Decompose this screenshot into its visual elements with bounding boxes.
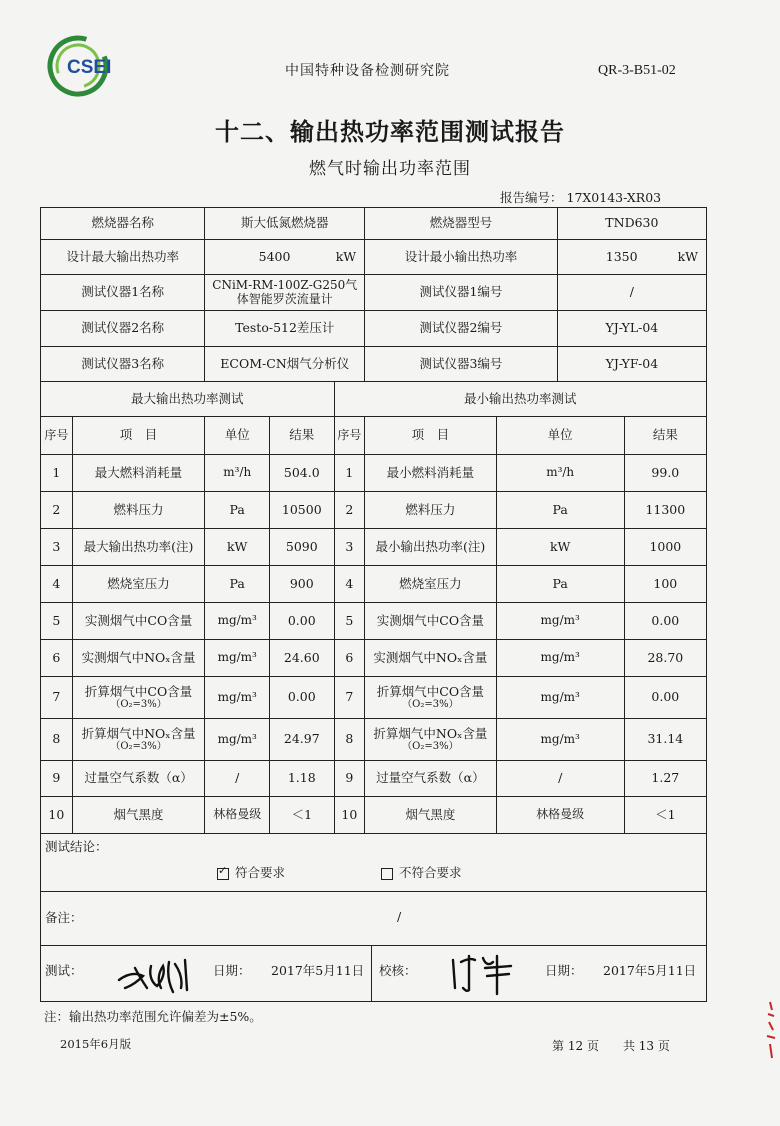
min-power-unit: kW bbox=[677, 248, 698, 264]
min-item bbox=[365, 640, 497, 677]
inst3-no-value: YJ-YF-04 bbox=[557, 347, 706, 382]
burner-model-value: TND630 bbox=[557, 208, 706, 240]
min-unit: Pa bbox=[496, 566, 624, 603]
max-unit-header: 单位 bbox=[205, 417, 270, 455]
min-item-subtext: （O₂=3%） bbox=[402, 740, 459, 752]
min-unit: mg/m³ bbox=[496, 677, 624, 719]
max-result: 0.00 bbox=[270, 603, 335, 640]
inst1-value: CNiM-RM-100Z-G250气体智能罗茨流量计 bbox=[205, 275, 365, 311]
min-item-text: 实测烟气中CO含量 bbox=[376, 612, 485, 628]
max-item bbox=[72, 566, 205, 603]
max-row-number: 7 bbox=[41, 677, 73, 719]
min-section-title: 最小输出热功率测试 bbox=[334, 382, 706, 417]
min-result: 99.0 bbox=[624, 455, 706, 492]
max-row-number: 8 bbox=[41, 719, 73, 761]
min-item-text: 折算烟气中CO含量 bbox=[376, 683, 485, 699]
min-row-number: 1 bbox=[334, 455, 365, 492]
report-number bbox=[500, 188, 661, 206]
max-result-header: 结果 bbox=[270, 417, 335, 455]
burner-name-value: 斯大低氮燃烧器 bbox=[205, 208, 365, 240]
report-subtitle: 燃气时输出功率范围 bbox=[309, 159, 471, 179]
max-item-text: 最大燃料消耗量 bbox=[94, 464, 183, 480]
max-item bbox=[72, 640, 205, 677]
min-item-text: 燃料压力 bbox=[405, 501, 456, 517]
max-item-text: 最大输出热功率(注) bbox=[83, 538, 194, 554]
column-header-row bbox=[41, 417, 707, 455]
max-item-text: 燃烧室压力 bbox=[107, 575, 170, 591]
min-power-cell bbox=[557, 240, 706, 275]
page-prefix: 第 bbox=[552, 1039, 565, 1053]
max-power-cell bbox=[205, 240, 365, 275]
burner-model-label: 燃烧器型号 bbox=[365, 208, 558, 240]
remarks-label: 备注： bbox=[45, 910, 83, 926]
min-unit-header: 单位 bbox=[496, 417, 624, 455]
remarks-cell bbox=[41, 892, 707, 946]
min-unit: kW bbox=[496, 529, 624, 566]
footnote: 注：输出热功率范围允许偏差为±5%。 bbox=[44, 1009, 262, 1024]
check-date-label: 日期： bbox=[545, 963, 583, 978]
min-item-text: 实测烟气中NOₓ含量 bbox=[373, 649, 488, 665]
inst2-label: 测试仪器2名称 bbox=[41, 311, 205, 347]
min-unit: mg/m³ bbox=[496, 719, 624, 761]
max-result: 24.60 bbox=[270, 640, 335, 677]
conclusion-pass bbox=[217, 866, 285, 880]
max-result: 504.0 bbox=[270, 455, 335, 492]
check-label: 校核： bbox=[379, 963, 417, 978]
inst2-value: Testo-512差压计 bbox=[205, 311, 365, 347]
max-result: 1.18 bbox=[270, 761, 335, 797]
inst3-label: 测试仪器3名称 bbox=[41, 347, 205, 382]
max-item-text: 燃料压力 bbox=[113, 501, 164, 517]
min-item-subtext: （O₂=3%） bbox=[402, 698, 459, 710]
inst3-no-label: 测试仪器3编号 bbox=[365, 347, 558, 382]
conclusion-row bbox=[41, 834, 707, 892]
table-row bbox=[41, 492, 707, 529]
min-unit: 林格曼级 bbox=[496, 797, 624, 834]
max-row-number: 9 bbox=[41, 761, 73, 797]
min-unit: m³/h bbox=[496, 455, 624, 492]
min-seq-header: 序号 bbox=[334, 417, 365, 455]
fail-label: 不符合要求 bbox=[399, 865, 462, 880]
min-unit: Pa bbox=[496, 492, 624, 529]
test-date-value: 2017年5月11日 bbox=[271, 963, 365, 978]
min-item bbox=[365, 492, 497, 529]
max-unit: 林格曼级 bbox=[205, 797, 270, 834]
max-power-unit: kW bbox=[335, 248, 357, 264]
min-item-header: 项 目 bbox=[365, 417, 497, 455]
table-row bbox=[41, 677, 707, 719]
table-row bbox=[41, 719, 707, 761]
max-item-text: 折算烟气中NOₓ含量 bbox=[81, 725, 196, 741]
min-power-label: 设计最小输出热功率 bbox=[365, 240, 558, 275]
inst1-label: 测试仪器1名称 bbox=[41, 275, 205, 311]
info-row-inst2 bbox=[41, 311, 707, 347]
max-item-subtext: （O₂=3%） bbox=[110, 698, 167, 710]
max-row-number: 1 bbox=[41, 455, 73, 492]
table-row bbox=[41, 797, 707, 834]
signoff-cell bbox=[41, 946, 707, 1002]
max-power-label: 设计最大输出热功率 bbox=[41, 240, 205, 275]
min-item-text: 烟气黑度 bbox=[405, 806, 456, 822]
min-item bbox=[365, 719, 497, 761]
max-row-number: 10 bbox=[41, 797, 73, 834]
max-item bbox=[72, 603, 205, 640]
min-item bbox=[365, 529, 497, 566]
page-number: 12 bbox=[567, 1039, 584, 1053]
edition: 2015年6月版 bbox=[60, 1037, 132, 1051]
info-row-inst1 bbox=[41, 275, 707, 311]
page-info bbox=[552, 1037, 670, 1054]
min-row-number: 6 bbox=[334, 640, 365, 677]
data-rows bbox=[41, 455, 707, 834]
min-row-number: 7 bbox=[334, 677, 365, 719]
report-table bbox=[40, 207, 707, 1002]
test-signature-icon bbox=[113, 952, 203, 996]
max-row-number: 5 bbox=[41, 603, 73, 640]
min-result: 1000 bbox=[624, 529, 706, 566]
csei-logo bbox=[47, 35, 125, 97]
max-item bbox=[72, 529, 205, 566]
check-date-value: 2017年5月11日 bbox=[603, 963, 697, 978]
document-code: QR-3-B51-02 bbox=[598, 63, 676, 78]
min-row-number: 2 bbox=[334, 492, 365, 529]
max-item-text: 折算烟气中CO含量 bbox=[84, 683, 193, 699]
page-total: 13 bbox=[638, 1039, 655, 1053]
max-unit: Pa bbox=[205, 492, 270, 529]
max-unit: mg/m³ bbox=[205, 603, 270, 640]
max-item bbox=[72, 797, 205, 834]
max-unit: m³/h bbox=[205, 455, 270, 492]
max-item bbox=[72, 719, 205, 761]
page-suffix: 页 bbox=[657, 1039, 670, 1053]
min-result-header: 结果 bbox=[624, 417, 706, 455]
max-item-text: 实测烟气中NOₓ含量 bbox=[81, 649, 196, 665]
min-unit: / bbox=[496, 761, 624, 797]
min-item-text: 折算烟气中NOₓ含量 bbox=[373, 725, 488, 741]
fail-checkbox-icon bbox=[381, 868, 393, 880]
organization-name: 中国特种设备检测研究院 bbox=[285, 63, 450, 79]
test-label: 测试： bbox=[45, 963, 83, 978]
section-title-row bbox=[41, 382, 707, 417]
report-number-label: 报告编号： bbox=[500, 190, 563, 205]
red-stamp-edge-icon bbox=[764, 1000, 778, 1060]
min-row-number: 5 bbox=[334, 603, 365, 640]
max-result: 10500 bbox=[270, 492, 335, 529]
pass-label: 符合要求 bbox=[235, 865, 286, 880]
min-row-number: 10 bbox=[334, 797, 365, 834]
max-section-title: 最大输出热功率测试 bbox=[41, 382, 335, 417]
max-row-number: 4 bbox=[41, 566, 73, 603]
min-result: 0.00 bbox=[624, 677, 706, 719]
conclusion-cell bbox=[41, 834, 707, 892]
min-item bbox=[365, 797, 497, 834]
report-title: 十二、输出热功率范围测试报告 bbox=[215, 117, 565, 146]
inst2-no-label: 测试仪器2编号 bbox=[365, 311, 558, 347]
remarks-value: / bbox=[397, 909, 402, 924]
min-item-text: 过量空气系数（α） bbox=[376, 770, 485, 786]
table-row bbox=[41, 455, 707, 492]
min-result: 1.27 bbox=[624, 761, 706, 797]
pass-checkbox-icon bbox=[217, 868, 229, 880]
min-item-text: 最小输出热功率(注) bbox=[375, 538, 486, 554]
max-row-number: 6 bbox=[41, 640, 73, 677]
max-item-header: 项 目 bbox=[72, 417, 205, 455]
min-item bbox=[365, 677, 497, 719]
max-unit: kW bbox=[205, 529, 270, 566]
max-item bbox=[72, 455, 205, 492]
inst1-no-label: 测试仪器1编号 bbox=[365, 275, 558, 311]
min-row-number: 9 bbox=[334, 761, 365, 797]
max-item-text: 实测烟气中CO含量 bbox=[84, 612, 193, 628]
max-power-value: 5400 bbox=[258, 248, 291, 264]
max-row-number: 3 bbox=[41, 529, 73, 566]
table-row bbox=[41, 529, 707, 566]
remarks-row bbox=[41, 892, 707, 946]
test-date-label: 日期： bbox=[213, 963, 251, 978]
max-item-text: 烟气黑度 bbox=[113, 806, 164, 822]
max-unit: / bbox=[205, 761, 270, 797]
info-row-burner bbox=[41, 208, 707, 240]
min-item bbox=[365, 603, 497, 640]
inst1-no-value: / bbox=[557, 275, 706, 311]
max-row-number: 2 bbox=[41, 492, 73, 529]
max-result: 5090 bbox=[270, 529, 335, 566]
table-row bbox=[41, 640, 707, 677]
inst3-value: ECOM-CN烟气分析仪 bbox=[205, 347, 365, 382]
min-power-value: 1350 bbox=[605, 248, 638, 264]
inst2-no-value: YJ-YL-04 bbox=[557, 311, 706, 347]
info-row-power bbox=[41, 240, 707, 275]
max-result: ＜1 bbox=[270, 797, 335, 834]
min-row-number: 8 bbox=[334, 719, 365, 761]
table-row bbox=[41, 761, 707, 797]
max-item-text: 过量空气系数（α） bbox=[84, 770, 193, 786]
info-row-inst3 bbox=[41, 347, 707, 382]
conclusion-label: 测试结论： bbox=[45, 839, 108, 854]
max-unit: Pa bbox=[205, 566, 270, 603]
min-result: 31.14 bbox=[624, 719, 706, 761]
min-result: 28.70 bbox=[624, 640, 706, 677]
max-unit: mg/m³ bbox=[205, 719, 270, 761]
min-item-text: 燃烧室压力 bbox=[399, 575, 462, 591]
max-item-subtext: （O₂=3%） bbox=[110, 740, 167, 752]
min-item bbox=[365, 566, 497, 603]
min-item bbox=[365, 455, 497, 492]
min-result: ＜1 bbox=[624, 797, 706, 834]
min-result: 11300 bbox=[624, 492, 706, 529]
max-item bbox=[72, 492, 205, 529]
max-item bbox=[72, 677, 205, 719]
signoff-divider bbox=[371, 946, 372, 1001]
max-seq-header: 序号 bbox=[41, 417, 73, 455]
min-row-number: 4 bbox=[334, 566, 365, 603]
signoff-row bbox=[41, 946, 707, 1002]
max-result: 0.00 bbox=[270, 677, 335, 719]
report-number-value: 17X0143-XR03 bbox=[566, 190, 662, 205]
check-signature-icon bbox=[445, 950, 525, 996]
max-result: 24.97 bbox=[270, 719, 335, 761]
max-unit: mg/m³ bbox=[205, 640, 270, 677]
logo-text: CSEI bbox=[67, 57, 112, 78]
table-row bbox=[41, 566, 707, 603]
conclusion-fail bbox=[381, 866, 462, 880]
min-item bbox=[365, 761, 497, 797]
burner-name-label: 燃烧器名称 bbox=[41, 208, 205, 240]
max-unit: mg/m³ bbox=[205, 677, 270, 719]
max-item bbox=[72, 761, 205, 797]
min-unit: mg/m³ bbox=[496, 640, 624, 677]
min-item-text: 最小燃料消耗量 bbox=[386, 464, 475, 480]
max-result: 900 bbox=[270, 566, 335, 603]
page-mid: 页 共 bbox=[586, 1039, 635, 1053]
min-row-number: 3 bbox=[334, 529, 365, 566]
table-row bbox=[41, 603, 707, 640]
min-unit: mg/m³ bbox=[496, 603, 624, 640]
min-result: 0.00 bbox=[624, 603, 706, 640]
min-result: 100 bbox=[624, 566, 706, 603]
